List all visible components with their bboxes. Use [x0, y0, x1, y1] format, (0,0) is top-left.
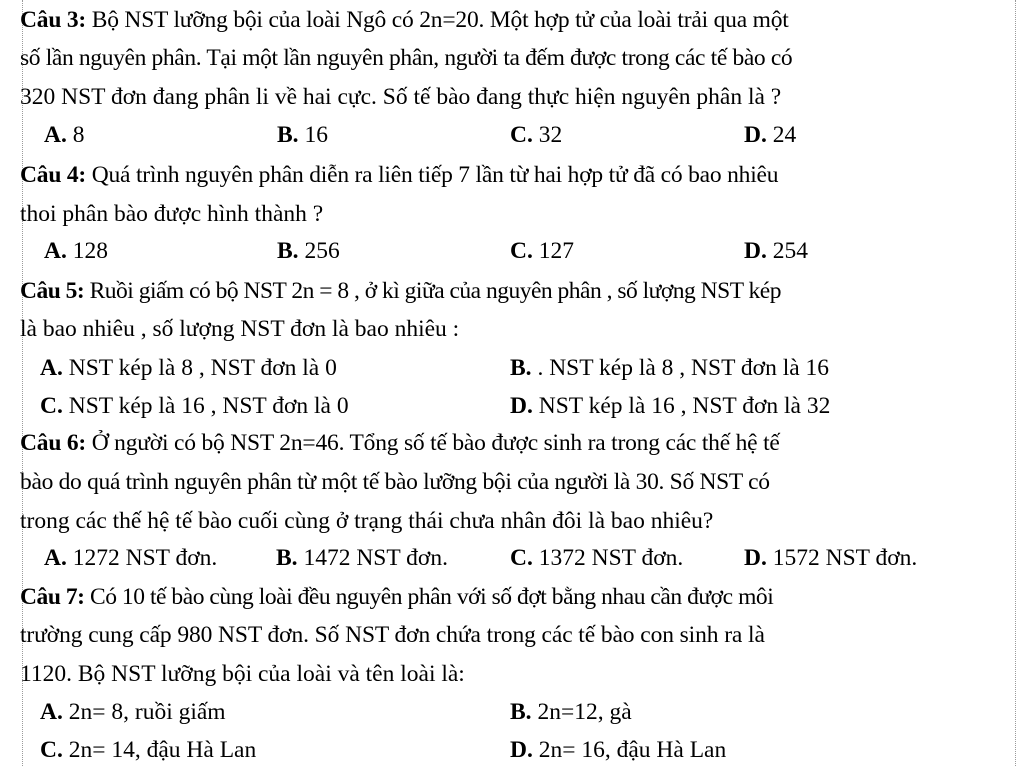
question-7-line-3: 1120. Bộ NST lưỡng bội của loài và tên loài là: [20, 661, 465, 687]
option-d: D. NST kép là 16 , NST đơn là 32 [510, 393, 831, 419]
question-4-line-1: Câu 4: Quá trình nguyên phân diễn ra liên tiếp 7 lần từ hai hợp tử đã có bao nhiêu [20, 162, 779, 188]
option-b: B. 16 [277, 122, 328, 148]
question-3-line-1: Câu 3: Bộ NST lưỡng bội của loài Ngô có 2n=20. Một hợp tử của loài trải qua một [20, 7, 789, 33]
option-b: B. 1472 NST đơn. [276, 545, 448, 571]
option-a: A. 8 [44, 122, 85, 148]
option-c: C. NST kép là 16 , NST đơn là 0 [40, 393, 349, 419]
question-5-options-row-1 [0, 349, 1000, 387]
question-6-line-1: Câu 6: Ở người có bộ NST 2n=46. Tổng số tế bào được sinh ra trong các thế hệ tế [20, 430, 780, 456]
question-7-label: Câu 7: [20, 584, 85, 610]
option-b: B. 2n=12, gà [510, 699, 632, 725]
question-7-options-row-2 [0, 731, 1000, 769]
question-7-options-row-1 [0, 693, 1000, 731]
question-4-line-2: thoi phân bào được hình thành ? [20, 201, 324, 227]
question-6-label: Câu 6: [20, 430, 87, 456]
option-d: D. 254 [744, 238, 808, 264]
question-4-options [0, 232, 1000, 270]
question-6-line-2: bào do quá trình nguyên phân từ một tế bào lưỡng bội của người là 30. Số NST có [20, 469, 770, 495]
option-a: A. 2n= 8, ruồi giấm [40, 699, 226, 725]
option-c: C. 1372 NST đơn. [510, 545, 684, 571]
question-5-label: Câu 5: [20, 278, 85, 304]
question-7-line-2: trường cung cấp 980 NST đơn. Số NST đơn chứa trong các tế bào con sinh ra là [20, 622, 765, 648]
option-a: A. 1272 NST đơn. [44, 545, 218, 571]
question-3-options [0, 116, 1000, 154]
option-a: A. NST kép là 8 , NST đơn là 0 [40, 355, 337, 381]
option-d: D. 2n= 16, đậu Hà Lan [510, 737, 727, 763]
option-b: B. . NST kép là 8 , NST đơn là 16 [510, 355, 830, 381]
question-4-label: Câu 4: [20, 162, 87, 188]
question-3-line-3: 320 NST đơn đang phân li về hai cực. Số tế bào đang thực hiện nguyên phân là ? [20, 84, 782, 110]
question-5-options-row-2 [0, 387, 1000, 425]
question-7-line-1: Câu 7: Có 10 tế bào cùng loài đều nguyên phân với số đợt bằng nhau cần được môi [20, 584, 774, 610]
option-a: A. 128 [44, 238, 108, 264]
question-6-line-3: trong các thế hệ tế bào cuối cùng ở trạng thái chưa nhân đôi là bao nhiêu? [20, 508, 714, 534]
question-5-line-2: là bao nhiêu , số lượng NST đơn là bao nhiêu : [20, 316, 460, 342]
option-d: D. 24 [744, 122, 797, 148]
option-c: C. 32 [510, 122, 563, 148]
option-c: C. 127 [510, 238, 574, 264]
option-b: B. 256 [277, 238, 340, 264]
question-3-line-2: số lần nguyên phân. Tại một lần nguyên phân, người ta đếm được trong các tế bào có [20, 45, 793, 71]
question-3-label: Câu 3: [20, 7, 87, 33]
option-d: D. 1572 NST đơn. [744, 545, 918, 571]
option-c: C. 2n= 14, đậu Hà Lan [40, 737, 257, 763]
question-6-options [0, 539, 1000, 577]
question-5-line-1: Câu 5: Ruồi giấm có bộ NST 2n = 8 , ở kì giữa của nguyên phân , số lượng NST kép [20, 278, 781, 304]
